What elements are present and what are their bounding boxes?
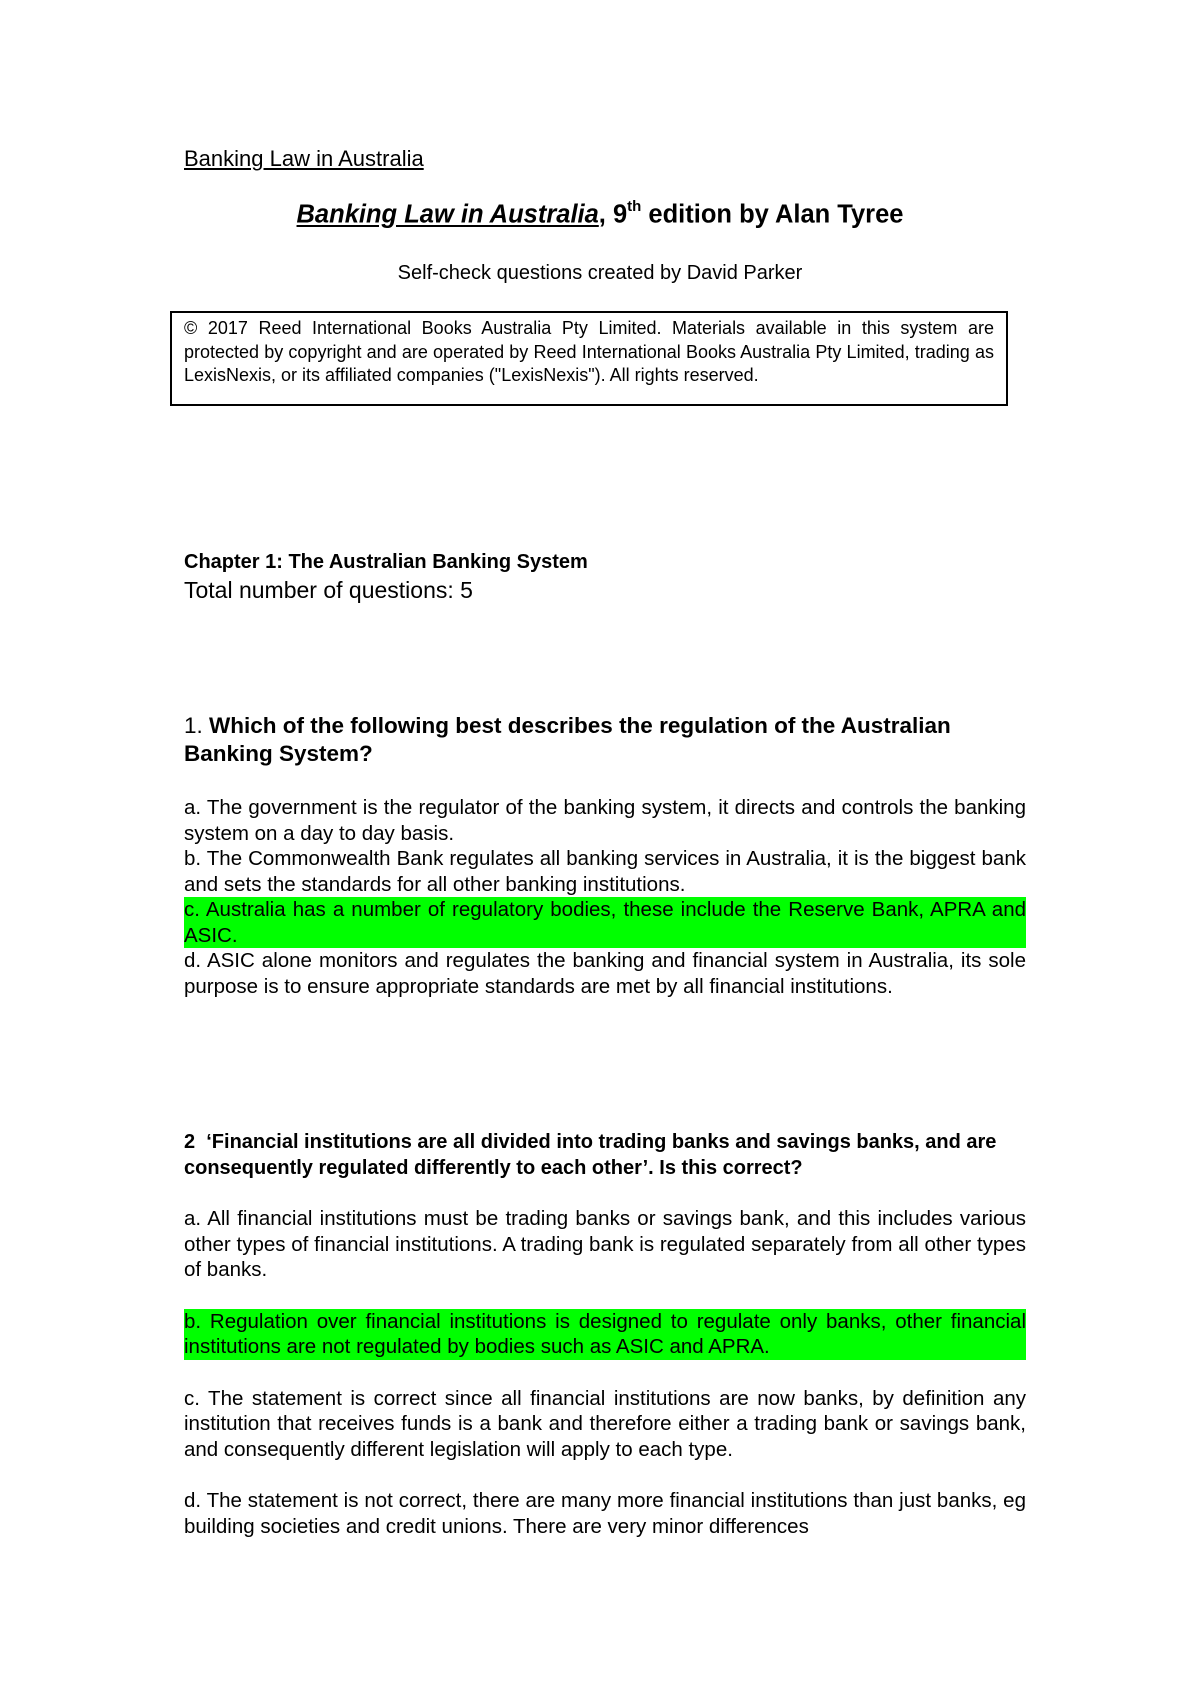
question-2 xyxy=(184,1130,1026,1181)
q1-option-a: a. The government is the regulator of the banking system, it directs and controls the banking system on a day to day basis. xyxy=(184,796,1026,845)
question-2-number: 2 xyxy=(184,1131,196,1153)
spacer xyxy=(184,1360,1026,1386)
document-header: Banking Law in Australia xyxy=(184,146,424,171)
question-count: Total number of questions: 5 xyxy=(184,577,473,603)
copyright-notice: © 2017 Reed International Books Australia Pty Limited. Materials available in this system are protected by copyright and are operated by Reed International Books Australia Pty Limited, trading as LexisNexis, or its affiliated companies ("LexisNexis"). All rights reserved. xyxy=(170,311,1008,406)
question-2-text: ‘Financial institutions are all divided into trading banks and savings banks, and are consequently regulated differently to each other’. Is this correct? xyxy=(184,1131,997,1179)
question-1-number: 1. xyxy=(184,713,203,738)
book-title-rest: edition by Alan Tyree xyxy=(641,200,904,229)
question-1 xyxy=(184,712,1026,767)
chapter-title: Chapter 1: The Australian Banking System xyxy=(184,551,588,573)
edition-superscript: th xyxy=(627,198,642,215)
question-1-text: Which of the following best describes the regulation of the Australian Banking System? xyxy=(184,713,951,766)
spacer xyxy=(184,1283,1026,1309)
question-1-options xyxy=(184,795,1026,999)
book-title-separator: , 9 xyxy=(598,200,628,229)
q2-option-d: d. The statement is not correct, there are many more financial institutions than just banks, eg building societies and credit unions. There are very minor differences xyxy=(184,1489,1026,1538)
q1-option-d: d. ASIC alone monitors and regulates the banking and financial system in Australia, its sole purpose is to ensure appropriate standards are met by all financial institutions. xyxy=(184,949,1026,998)
q2-option-c: c. The statement is correct since all financial institutions are now banks, by definition any institution that receives funds is a bank and therefore either a trading bank or savings bank, and consequently different legislation will apply to each type. xyxy=(184,1386,1026,1461)
q2-option-b-correct: b. Regulation over financial institutions is designed to regulate only banks, other financial institutions are not regulated by bodies such as ASIC and APRA. xyxy=(184,1309,1026,1358)
spacer xyxy=(184,1462,1026,1488)
subtitle: Self-check questions created by David Parker xyxy=(397,262,803,284)
book-title xyxy=(0,200,1200,230)
question-2-options xyxy=(184,1206,1026,1539)
q1-option-b: b. The Commonwealth Bank regulates all banking services in Australia, it is the biggest bank and sets the standards for all other banking institutions. xyxy=(184,847,1026,896)
book-title-name: Banking Law in Australia xyxy=(296,200,599,229)
q2-option-a: a. All financial institutions must be trading banks or savings bank, and this includes various other types of financial institutions. A trading bank is regulated separately from all other types of banks. xyxy=(184,1207,1026,1281)
q1-option-c-correct: c. Australia has a number of regulatory bodies, these include the Reserve Bank, APRA and ASIC. xyxy=(184,898,1026,947)
